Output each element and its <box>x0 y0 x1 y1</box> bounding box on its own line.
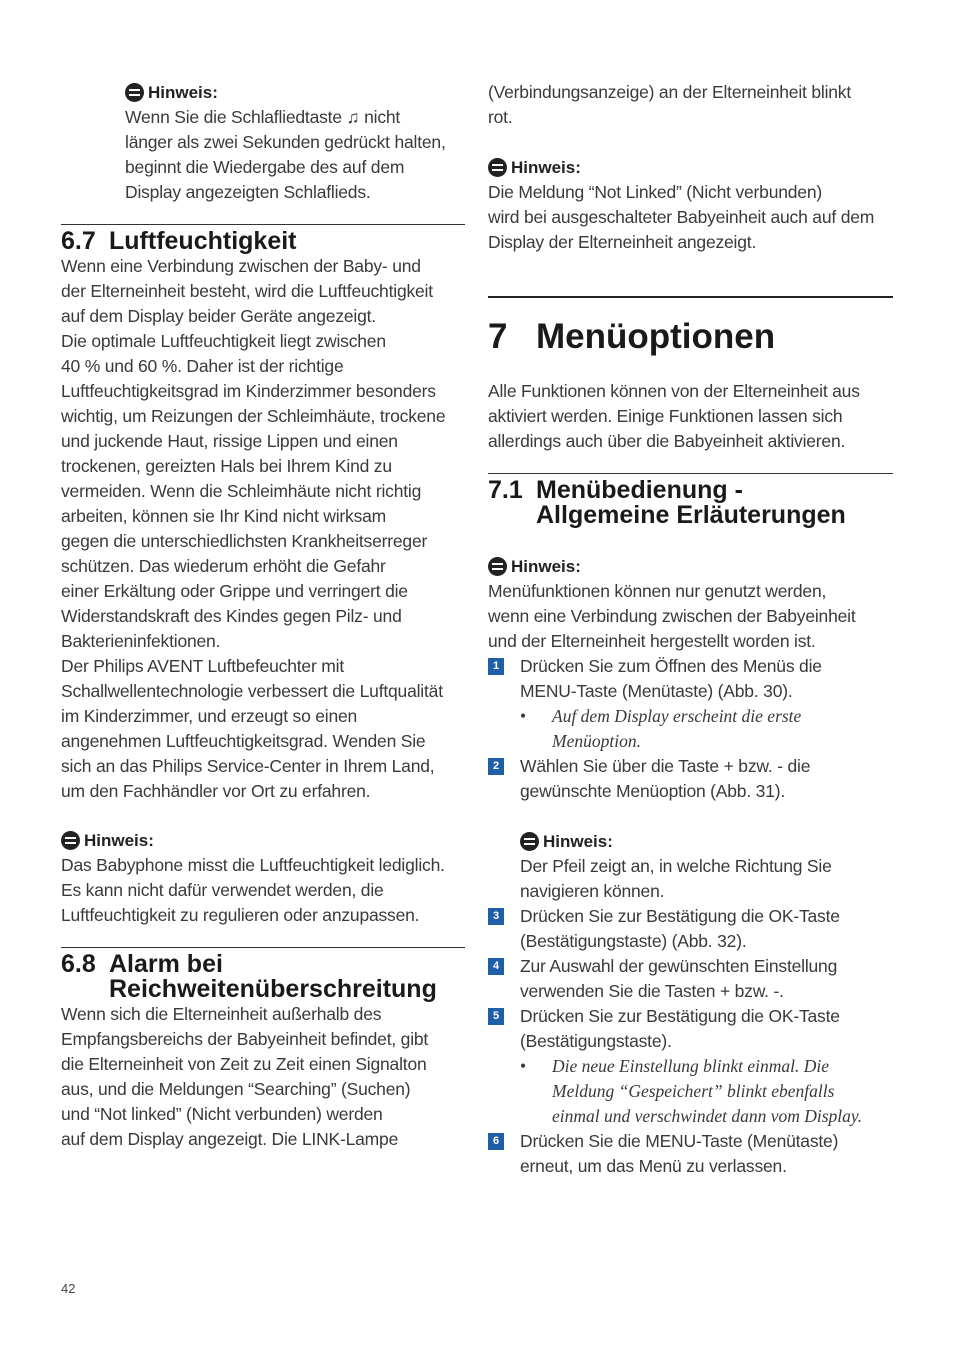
body-line: Wenn sich die Elterneinheit außerhalb des <box>61 1004 382 1024</box>
note-heading: Hinweis: <box>125 80 465 105</box>
result-bullet: • Auf dem Display erscheint die erste Menüoption. <box>488 704 893 754</box>
note-text: Menüfunktionen können nur genutzt werden, <box>488 581 827 601</box>
note-icon <box>520 832 539 851</box>
body-line: aktiviert werden. Einige Funktionen lassen sich <box>488 406 843 426</box>
step-item: 1 Drücken Sie zum Öffnen des Menüs die MENU-Taste (Menütaste) (Abb. 30). <box>488 654 893 704</box>
body-line: sich an das Philips Service-Center in Ihrem Land, <box>61 756 435 776</box>
bullet-icon: • <box>520 706 527 726</box>
body-line: arbeiten, können sie Ihr Kind nicht wirksam <box>61 506 387 526</box>
note-arrow <box>488 829 893 904</box>
chapter-7 <box>488 317 893 357</box>
page-number: 42 <box>61 1281 76 1296</box>
body-line: gegen die unterschiedlichsten Krankheitserreger <box>61 531 428 551</box>
body-line: im Kinderzimmer, und erzeugt so einen <box>61 706 358 726</box>
result-bullet: • Die neue Einstellung blinkt einmal. Die Meldung “Gespeichert” blinkt ebenfalls einmal und verschwindet dann vom Display. <box>488 1054 893 1129</box>
body-line: Alle Funktionen können von der Elterneinheit aus <box>488 381 860 401</box>
body-line: trockenen, gereizten Hals bei Ihrem Kind zu <box>61 456 392 476</box>
body-line: angenehmen Luftfeuchtigkeitsgrad. Wenden Sie <box>61 731 426 751</box>
bullet-icon: • <box>520 1056 527 1076</box>
note-heading: Hinweis: <box>520 829 893 854</box>
note-text: und der Elterneinheit hergestellt worden ist. <box>488 631 816 651</box>
chapter-divider <box>488 296 893 298</box>
body-line: Empfangsbereichs der Babyeinheit befindet, gibt <box>61 1029 429 1049</box>
note-icon <box>61 831 80 850</box>
note-text: Wenn Sie die Schlafliedtaste ♫ nicht <box>125 107 401 127</box>
body-line: Die optimale Luftfeuchtigkeit liegt zwischen <box>61 331 386 351</box>
body-line: Schallwellentechnologie verbessert die Luftqualität <box>61 681 443 701</box>
step-number-badge: 4 <box>488 958 504 975</box>
continuation-text <box>488 80 893 130</box>
body-line: 40 % und 60 %. Daher ist der richtige <box>61 356 344 376</box>
body-line: Wenn eine Verbindung zwischen der Baby- und <box>61 256 421 276</box>
note-text: wird bei ausgeschalteter Babyeinheit auch auf dem <box>488 207 875 227</box>
body-line: Widerstandskraft des Kindes gegen Pilz- und <box>61 606 402 626</box>
note-schlaflied <box>125 80 465 205</box>
section-7-1 <box>488 478 893 528</box>
body-line: der Elterneinheit besteht, wird die Luftfeuchtigkeit <box>61 281 433 301</box>
body-line: rot. <box>488 107 513 127</box>
section-heading: 7.1 Menübedienung - Allgemeine Erläuterungen <box>488 476 846 529</box>
section-body <box>61 254 465 804</box>
body-line: einer Erkältung oder Grippe und verringert die <box>61 581 408 601</box>
note-luftfeuchtigkeit <box>61 828 465 928</box>
body-line: Der Philips AVENT Luftbefeuchter mit <box>61 656 344 676</box>
note-menu-connection <box>488 554 893 654</box>
body-line: um den Fachhändler vor Ort zu erfahren. <box>61 781 371 801</box>
step-item: 6 Drücken Sie die MENU-Taste (Menütaste) erneut, um das Menü zu verlassen. <box>488 1129 893 1179</box>
note-text: Der Pfeil zeigt an, in welche Richtung Sie <box>520 856 832 876</box>
step-number-badge: 2 <box>488 758 504 775</box>
body-line: Bakterieninfektionen. <box>61 631 221 651</box>
note-text: Display angezeigten Schlaflieds. <box>125 182 371 202</box>
section-divider <box>488 473 893 474</box>
chapter-heading: 7 Menüoptionen <box>488 317 776 356</box>
step-number-badge: 3 <box>488 908 504 925</box>
step-item: 4 Zur Auswahl der gewünschten Einstellung verwenden Sie die Tasten + bzw. -. <box>488 954 893 1004</box>
note-text: beginnt die Wiedergabe des auf dem <box>125 157 405 177</box>
step-item: 5 Drücken Sie zur Bestätigung die OK-Taste (Bestätigungstaste). <box>488 1004 893 1054</box>
body-line: und juckende Haut, rissige Lippen und einen <box>61 431 398 451</box>
step-item: 3 Drücken Sie zur Bestätigung die OK-Taste (Bestätigungstaste) (Abb. 32). <box>488 904 893 954</box>
note-text: Display der Elterneinheit angezeigt. <box>488 232 757 252</box>
note-icon <box>125 83 144 102</box>
body-line: Luftfeuchtigkeitsgrad im Kinderzimmer besonders <box>61 381 436 401</box>
note-icon <box>488 158 507 177</box>
body-line: und “Not linked” (Nicht verbunden) werden <box>61 1104 383 1124</box>
step-number-badge: 1 <box>488 658 504 675</box>
note-text: Luftfeuchtigkeit zu regulieren oder anzupassen. <box>61 905 420 925</box>
note-text: wenn eine Verbindung zwischen der Babyeinheit <box>488 606 856 626</box>
step-number-badge: 5 <box>488 1008 504 1025</box>
section-6-7 <box>61 229 465 804</box>
section-heading: 6.8 Alarm bei Reichweitenüberschreitung <box>61 950 437 1003</box>
steps-list <box>488 654 893 1179</box>
section-heading: 6.7 Luftfeuchtigkeit <box>61 227 297 255</box>
note-text: navigieren können. <box>520 881 665 901</box>
section-divider <box>61 224 465 225</box>
note-icon <box>488 557 507 576</box>
section-6-8 <box>61 952 465 1152</box>
note-heading: Hinweis: <box>61 828 465 853</box>
body-line: auf dem Display beider Geräte angezeigt. <box>61 306 376 326</box>
note-heading: Hinweis: <box>488 554 893 579</box>
note-text: länger als zwei Sekunden gedrückt halten, <box>125 132 446 152</box>
step-number-badge: 6 <box>488 1133 504 1150</box>
note-text: Die Meldung “Not Linked” (Nicht verbunden) <box>488 182 822 202</box>
body-line: die Elterneinheit von Zeit zu Zeit einen Signalton <box>61 1054 427 1074</box>
body-line: schützen. Das wiederum erhöht die Gefahr <box>61 556 386 576</box>
body-line: (Verbindungsanzeige) an der Elterneinheit blinkt <box>488 82 852 102</box>
chapter-intro <box>488 379 893 454</box>
body-line: allerdings auch über die Babyeinheit aktivieren. <box>488 431 846 451</box>
note-not-linked <box>488 155 893 255</box>
body-line: wichtig, um Reizungen der Schleimhäute, trockene <box>61 406 446 426</box>
body-line: auf dem Display angezeigt. Die LINK-Lampe <box>61 1129 399 1149</box>
body-line: aus, und die Meldungen “Searching” (Suchen) <box>61 1079 411 1099</box>
section-divider <box>61 947 465 948</box>
note-text: Das Babyphone misst die Luftfeuchtigkeit lediglich. <box>61 855 445 875</box>
note-heading: Hinweis: <box>488 155 893 180</box>
step-item: 2 Wählen Sie über die Taste + bzw. - die gewünschte Menüoption (Abb. 31). <box>488 754 893 804</box>
body-line: vermeiden. Wenn die Schleimhäute nicht richtig <box>61 481 422 501</box>
section-body <box>61 1002 465 1152</box>
note-text: Es kann nicht dafür verwendet werden, die <box>61 880 384 900</box>
